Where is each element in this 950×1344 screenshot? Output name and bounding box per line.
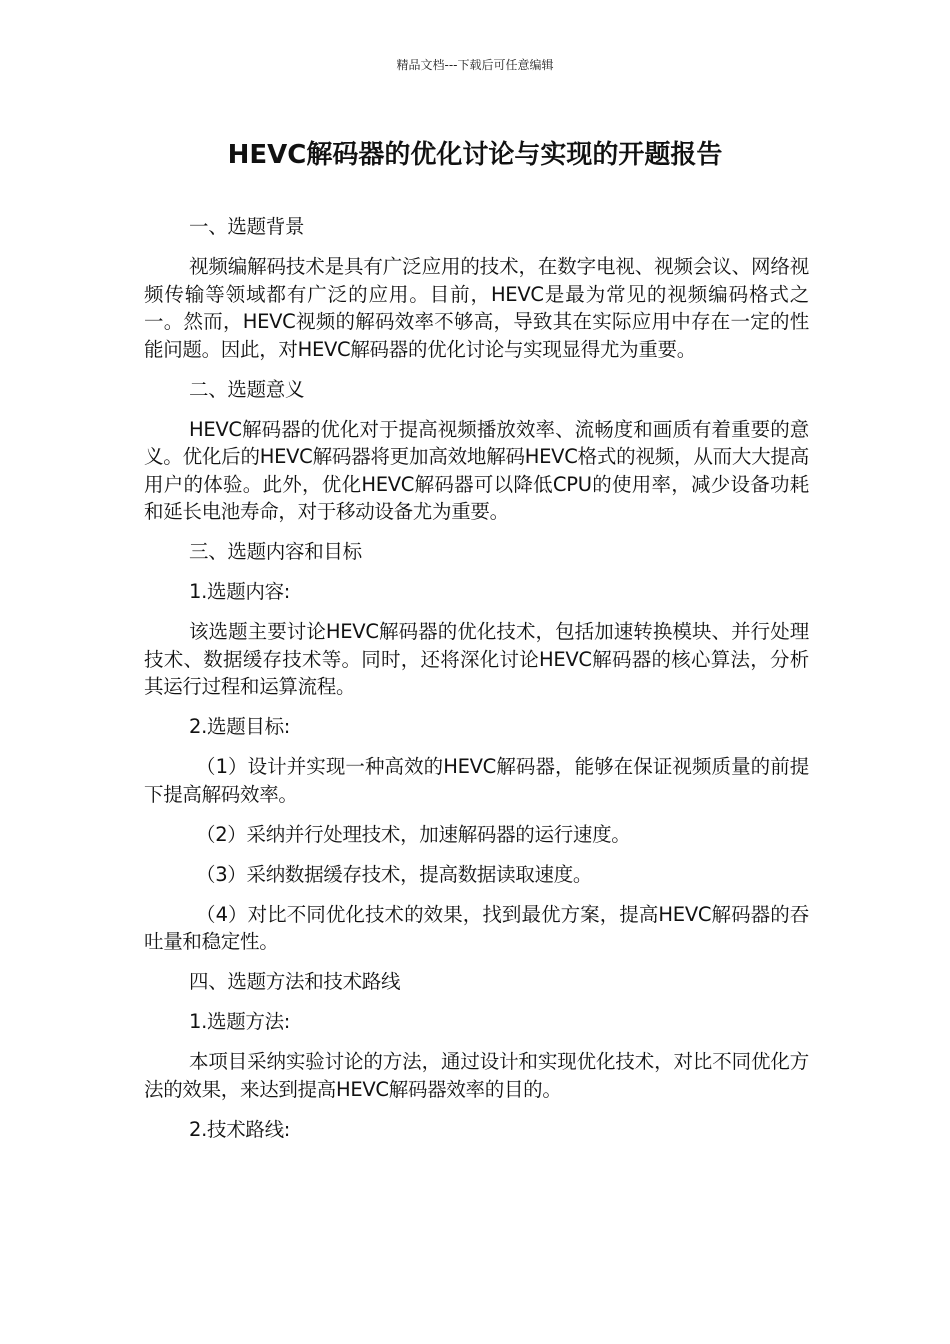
goal-item-3: （3）采纳数据缓存技术，提高数据读取速度。 (196, 862, 593, 886)
section-heading-content-goals: 三、选题内容和目标 (189, 540, 362, 563)
subheading-method: 1.选题方法: (189, 1010, 291, 1033)
paragraph-significance: HEVC解码器的优化对于提高视频播放效率、流畅度和画质有着重要的意义。优化后的HEVC解码器将更加高效地解码HEVC格式的视频，从而大大提高用户的体验。此外，优化HEVC解码器可以降低CPU的使用率，减少设备功耗和延长电池寿命，对于移动设备尤为重要。 (144, 417, 809, 523)
section-heading-background: 一、选题背景 (189, 215, 305, 238)
goal-item-1: （1）设计并实现一种高效的HEVC解码器，能够在保证视频质量的前提下提高解码效率。 (144, 755, 809, 806)
subheading-content: 1.选题内容: (189, 580, 291, 603)
document-body (144, 213, 809, 1156)
subheading-roadmap: 2.技术路线: (189, 1117, 291, 1141)
goal-item-4: （4）对比不同优化技术的效果，找到最优方案，提高HEVC解码器的吞吐量和稳定性。 (144, 902, 809, 953)
section-heading-significance: 二、选题意义 (189, 377, 305, 401)
subheading-goals: 2.选题目标: (189, 715, 291, 738)
section-heading-methods: 四、选题方法和技术路线 (189, 970, 401, 993)
paragraph-content: 该选题主要讨论HEVC解码器的优化技术，包括加速转换模块、并行处理技术、数据缓存技术等。同时，还将深化讨论HEVC解码器的核心算法，分析其运行过程和运算流程。 (144, 620, 809, 698)
paragraph-method: 本项目采纳实验讨论的方法，通过设计和实现优化技术，对比不同优化方法的效果，来达到提高HEVC解码器效率的目的。 (144, 1050, 809, 1101)
document-title: HEVC解码器的优化讨论与实现的开题报告 (227, 140, 723, 170)
header-note: 精品文档---下载后可任意编辑 (396, 58, 554, 72)
goal-item-2: （2）采纳并行处理技术，加速解码器的运行速度。 (196, 822, 631, 846)
paragraph-background: 视频编解码技术是具有广泛应用的技术，在数字电视、视频会议、网络视频传输等领域都有广泛的应用。目前，HEVC是最为常见的视频编码格式之一。然而，HEVC视频的解码效率不够高，导致其在实际应用中存在一定的性能问题。因此，对HEVC解码器的优化讨论与实现显得尤为重要。 (144, 255, 809, 361)
